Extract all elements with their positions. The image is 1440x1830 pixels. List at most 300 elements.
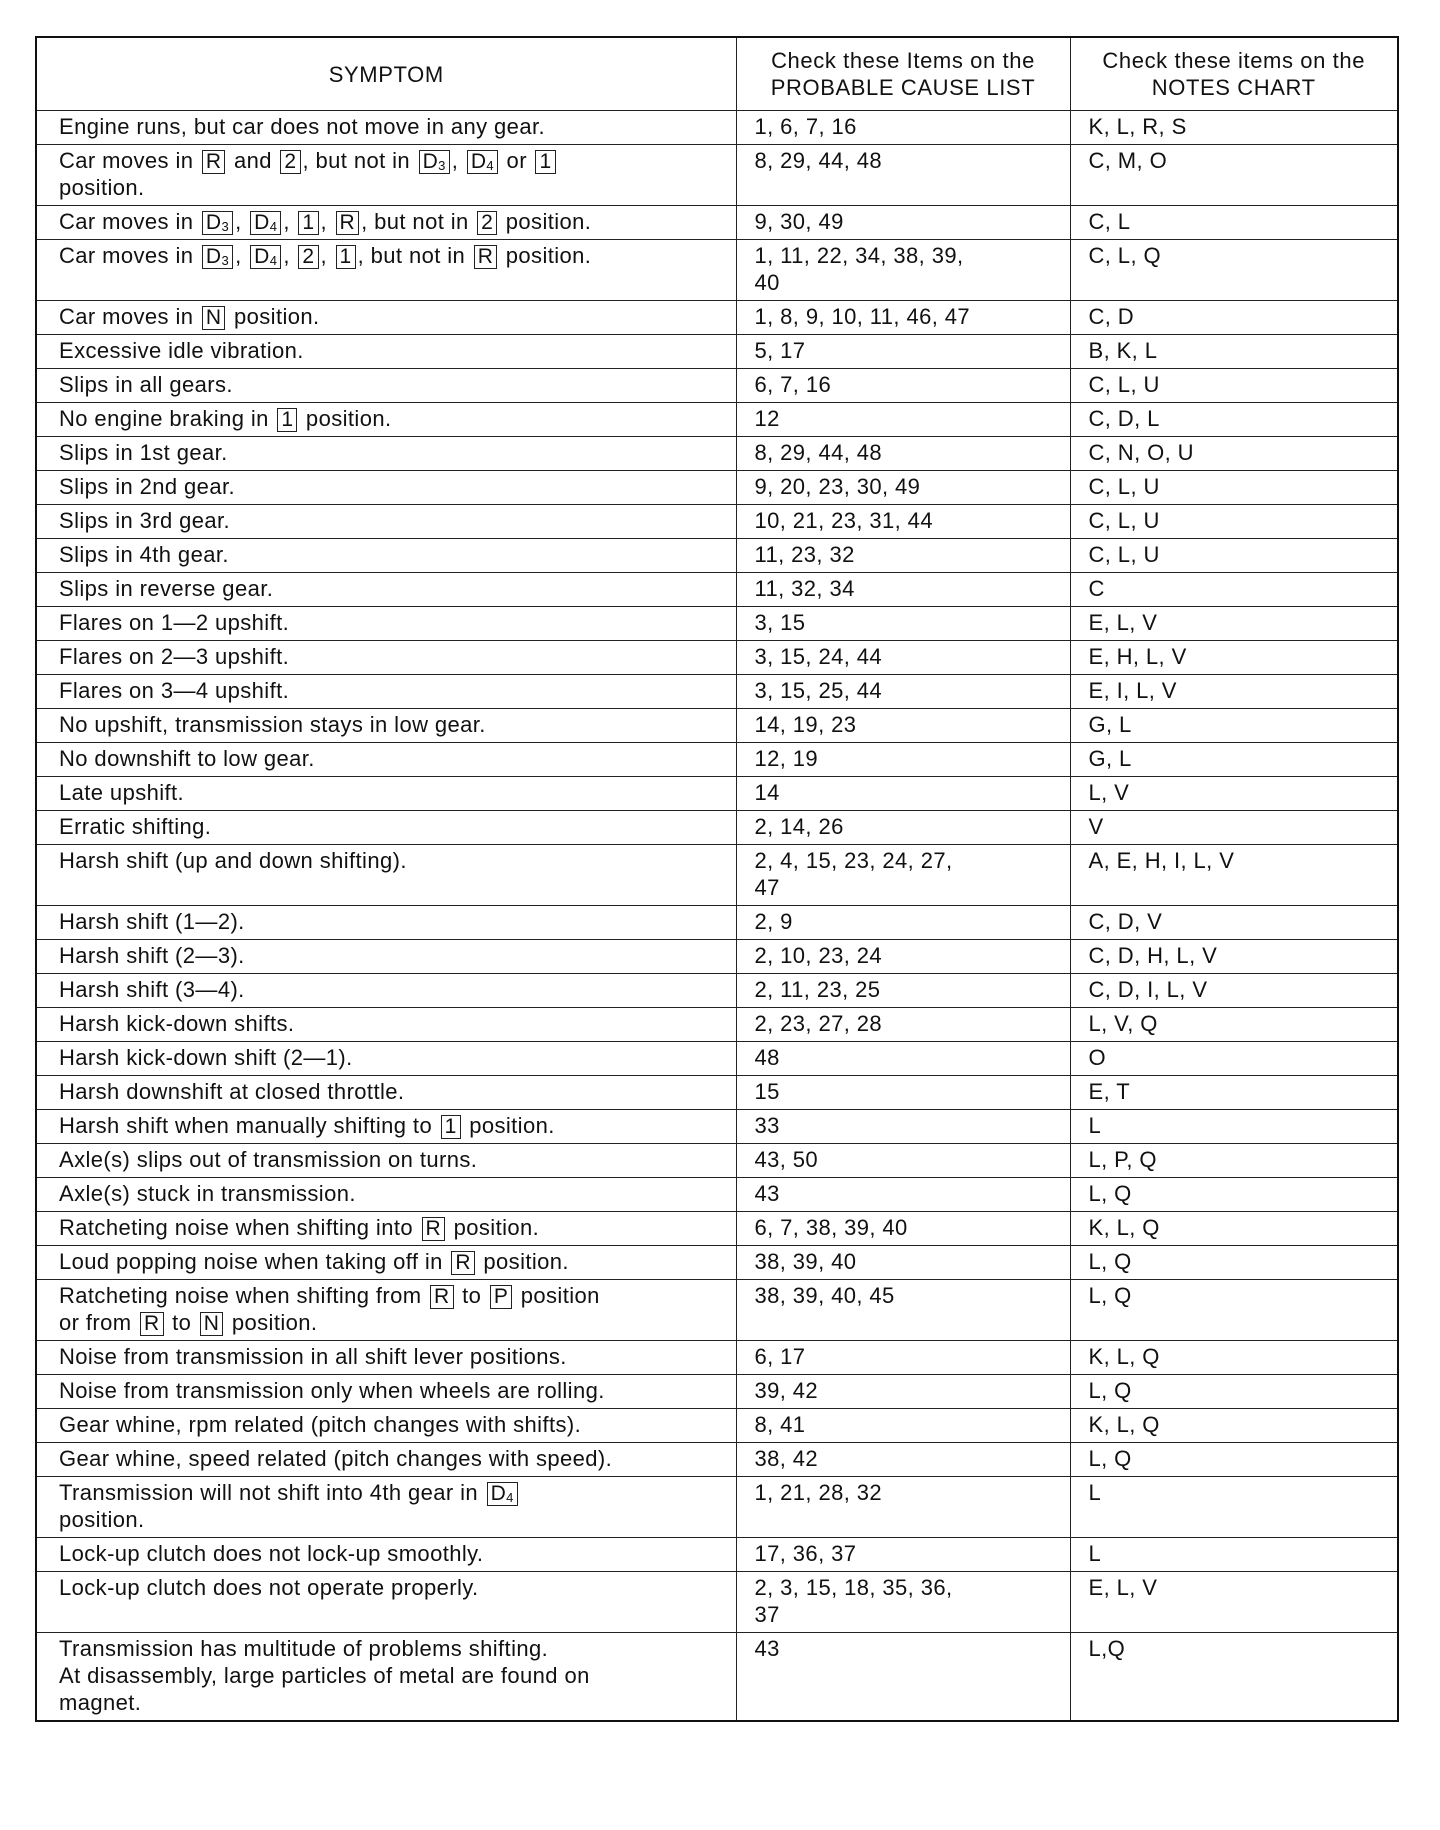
notes-chart-letters: C, L, U: [1088, 508, 1160, 533]
table-row: [36, 539, 1398, 573]
notes-chart-letters: K, L, Q: [1088, 1412, 1160, 1437]
notes-chart-letters: L, Q: [1088, 1249, 1132, 1274]
symptom-cell: [36, 1375, 736, 1409]
table-row: [36, 811, 1398, 845]
probable-cause-cell: [736, 1477, 1070, 1538]
notes-chart-letters: C, D, H, L, V: [1088, 943, 1218, 968]
probable-cause-numbers: 39, 42: [754, 1378, 819, 1403]
probable-cause-cell: [736, 145, 1070, 206]
symptom-text: Harsh kick-down shift (2—1).: [59, 1045, 353, 1070]
symptom-text: Harsh shift (up and down shifting).: [59, 848, 407, 873]
symptom-text: Car moves in: [59, 209, 200, 234]
selector-position-box: $D_4$: [250, 245, 281, 269]
symptom-cell: [36, 641, 736, 675]
probable-cause-numbers: 1, 6, 7, 16: [754, 114, 857, 139]
notes-chart-cell: [1070, 1341, 1398, 1375]
selector-position-box: $D_3$: [419, 150, 450, 174]
notes-chart-cell: [1070, 607, 1398, 641]
probable-cause-header-line1: Check these Items on the: [771, 48, 1035, 73]
symptom-text: Slips in 1st gear.: [59, 440, 228, 465]
symptom-text: Flares on 3—4 upshift.: [59, 678, 290, 703]
symptom-text: Ratcheting noise when shifting into: [59, 1215, 420, 1240]
table-row: [36, 845, 1398, 906]
symptom-text: Erratic shifting.: [59, 814, 212, 839]
table-row: [36, 1178, 1398, 1212]
probable-cause-cell: [736, 1178, 1070, 1212]
probable-cause-numbers: 2, 23, 27, 28: [754, 1011, 883, 1036]
notes-chart-cell: [1070, 1246, 1398, 1280]
symptom-text: position.: [499, 243, 592, 268]
symptom-text: position.: [447, 1215, 540, 1240]
selector-position-box: R: [430, 1285, 454, 1309]
table-row: [36, 301, 1398, 335]
probable-cause-cell: [736, 777, 1070, 811]
symptom-text: Harsh shift when manually shifting to: [59, 1113, 439, 1138]
selector-position-box: $D_4$: [250, 211, 281, 235]
symptom-text: Loud popping noise when taking off in: [59, 1249, 450, 1274]
notes-chart-letters: A, E, H, I, L, V: [1088, 848, 1235, 873]
symptom-text: Slips in 3rd gear.: [59, 508, 231, 533]
selector-position-box: R: [336, 211, 360, 235]
probable-cause-numbers: 1, 11, 22, 34, 38, 39,: [754, 243, 964, 268]
notes-chart-header-line2: NOTES CHART: [1151, 75, 1316, 100]
table-row: [36, 675, 1398, 709]
symptom-cell: [36, 974, 736, 1008]
notes-chart-letters: C, D, V: [1088, 909, 1163, 934]
selector-position-box: 2: [298, 245, 318, 269]
table-row: [36, 573, 1398, 607]
table-row: [36, 1212, 1398, 1246]
notes-chart-letters: L, Q: [1088, 1446, 1132, 1471]
probable-cause-cell: [736, 1341, 1070, 1375]
selector-position-box: N: [202, 306, 226, 330]
symptom-header: [36, 37, 736, 111]
probable-cause-cell: [736, 1042, 1070, 1076]
symptom-text: Late upshift.: [59, 780, 185, 805]
table-row: [36, 369, 1398, 403]
notes-chart-cell: [1070, 675, 1398, 709]
notes-chart-cell: [1070, 573, 1398, 607]
symptom-cell: [36, 1409, 736, 1443]
selector-position-box: R: [202, 150, 226, 174]
notes-chart-cell: [1070, 709, 1398, 743]
probable-cause-numbers: 2, 9: [754, 909, 793, 934]
probable-cause-numbers: 10, 21, 23, 31, 44: [754, 508, 933, 533]
probable-cause-numbers: 14, 19, 23: [754, 712, 857, 737]
notes-chart-letters: K, L, Q: [1088, 1215, 1160, 1240]
probable-cause-numbers: 8, 29, 44, 48: [754, 440, 883, 465]
probable-cause-cell: [736, 1633, 1070, 1722]
symptom-text: Harsh downshift at closed throttle.: [59, 1079, 405, 1104]
symptom-cell: [36, 403, 736, 437]
probable-cause-numbers: 43: [754, 1181, 780, 1206]
table-row: [36, 471, 1398, 505]
selector-position-box: P: [490, 1285, 512, 1309]
notes-chart-letters: L: [1088, 1480, 1102, 1505]
notes-chart-letters: L, Q: [1088, 1283, 1132, 1308]
probable-cause-cell: [736, 1443, 1070, 1477]
notes-chart-letters: B, K, L: [1088, 338, 1158, 363]
table-row: [36, 906, 1398, 940]
notes-chart-letters: C, L, U: [1088, 542, 1160, 567]
probable-cause-numbers: 17, 36, 37: [754, 1541, 857, 1566]
notes-chart-cell: [1070, 111, 1398, 145]
symptom-text: , but not in: [302, 148, 417, 173]
table-row: [36, 641, 1398, 675]
probable-cause-numbers: 2, 3, 15, 18, 35, 36,: [754, 1575, 953, 1600]
symptom-cell: [36, 1178, 736, 1212]
notes-chart-letters: L, V: [1088, 780, 1130, 805]
probable-cause-cell: [736, 1280, 1070, 1341]
probable-cause-numbers: 9, 30, 49: [754, 209, 844, 234]
table-row: [36, 1042, 1398, 1076]
notes-chart-cell: [1070, 539, 1398, 573]
symptom-cell: [36, 111, 736, 145]
symptom-text: Slips in reverse gear.: [59, 576, 274, 601]
probable-cause-cell: [736, 906, 1070, 940]
table-row: [36, 1008, 1398, 1042]
table-row: [36, 743, 1398, 777]
symptom-text: position.: [59, 1507, 145, 1532]
probable-cause-numbers: 2, 10, 23, 24: [754, 943, 883, 968]
selector-position-box: $D_4$: [487, 1482, 518, 1506]
symptom-rows: [36, 111, 1398, 1722]
symptom-text: Lock-up clutch does not operate properly.: [59, 1575, 479, 1600]
notes-chart-letters: G, L: [1088, 746, 1132, 771]
selector-position-box: R: [474, 245, 498, 269]
notes-chart-letters: L: [1088, 1541, 1102, 1566]
symptom-text: Flares on 2—3 upshift.: [59, 644, 290, 669]
notes-chart-cell: [1070, 335, 1398, 369]
probable-cause-cell: [736, 811, 1070, 845]
symptom-cell: [36, 1212, 736, 1246]
symptom-cell: [36, 1008, 736, 1042]
probable-cause-numbers: 15: [754, 1079, 780, 1104]
table-row: [36, 1246, 1398, 1280]
notes-chart-cell: [1070, 811, 1398, 845]
probable-cause-numbers: 48: [754, 1045, 780, 1070]
notes-chart-cell: [1070, 1633, 1398, 1722]
probable-cause-numbers: 6, 17: [754, 1344, 806, 1369]
symptom-cell: [36, 1341, 736, 1375]
notes-chart-header: [1070, 37, 1398, 111]
probable-cause-numbers: 11, 23, 32: [754, 542, 855, 567]
symptom-text: position.: [499, 209, 592, 234]
probable-cause-cell: [736, 111, 1070, 145]
symptom-text: to: [165, 1310, 198, 1335]
symptom-text: No engine braking in: [59, 406, 276, 431]
probable-cause-numbers: 38, 39, 40: [754, 1249, 857, 1274]
probable-cause-cell: [736, 675, 1070, 709]
symptom-cell: [36, 845, 736, 906]
probable-cause-cell: [736, 1572, 1070, 1633]
probable-cause-cell: [736, 1110, 1070, 1144]
notes-chart-letters: C, L, U: [1088, 372, 1160, 397]
symptom-cell: [36, 675, 736, 709]
selector-position-box: 1: [298, 211, 318, 235]
notes-chart-letters: L, Q: [1088, 1181, 1132, 1206]
table-row: [36, 1144, 1398, 1178]
table-row: [36, 505, 1398, 539]
symptom-cell: [36, 369, 736, 403]
probable-cause-cell: [736, 505, 1070, 539]
probable-cause-cell: [736, 1212, 1070, 1246]
probable-cause-numbers: 3, 15, 24, 44: [754, 644, 883, 669]
table-row: [36, 403, 1398, 437]
notes-chart-letters: C, L: [1088, 209, 1131, 234]
notes-chart-letters: E, L, V: [1088, 1575, 1158, 1600]
symptom-text: Gear whine, rpm related (pitch changes with shifts).: [59, 1412, 582, 1437]
symptom-text: and: [227, 148, 279, 173]
notes-chart-letters: C, M, O: [1088, 148, 1168, 173]
symptom-cell: [36, 607, 736, 641]
symptom-text: Harsh shift (3—4).: [59, 977, 245, 1002]
notes-chart-cell: [1070, 301, 1398, 335]
symptom-text: Harsh shift (1—2).: [59, 909, 245, 934]
probable-cause-numbers: 8, 41: [754, 1412, 806, 1437]
symptom-cell: [36, 240, 736, 301]
table-row: [36, 1076, 1398, 1110]
notes-chart-cell: [1070, 1572, 1398, 1633]
notes-chart-cell: [1070, 1076, 1398, 1110]
probable-cause-numbers: 38, 42: [754, 1446, 819, 1471]
probable-cause-numbers: 9, 20, 23, 30, 49: [754, 474, 921, 499]
symptom-cell: [36, 743, 736, 777]
selector-position-box: $D_3$: [202, 245, 233, 269]
table-row: [36, 206, 1398, 240]
symptom-text: Slips in 4th gear.: [59, 542, 229, 567]
notes-chart-cell: [1070, 1375, 1398, 1409]
notes-chart-letters: G, L: [1088, 712, 1132, 737]
symptom-cell: [36, 1280, 736, 1341]
probable-cause-numbers: 12: [754, 406, 780, 431]
symptom-cell: [36, 1246, 736, 1280]
probable-cause-numbers: 1, 21, 28, 32: [754, 1480, 883, 1505]
probable-cause-numbers: 43, 50: [754, 1147, 819, 1172]
probable-cause-numbers: 47: [754, 875, 780, 900]
symptom-cell: [36, 301, 736, 335]
notes-chart-letters: C, N, O, U: [1088, 440, 1194, 465]
symptom-text: Car moves in: [59, 148, 200, 173]
probable-cause-cell: [736, 1008, 1070, 1042]
notes-chart-cell: [1070, 743, 1398, 777]
notes-chart-letters: E, L, V: [1088, 610, 1158, 635]
symptom-text: position: [514, 1283, 600, 1308]
symptom-text: ,: [235, 209, 249, 234]
probable-cause-numbers: 14: [754, 780, 780, 805]
table-row: [36, 145, 1398, 206]
symptom-text: position.: [59, 175, 145, 200]
probable-cause-cell: [736, 573, 1070, 607]
table-row: [36, 1477, 1398, 1538]
symptom-cell: [36, 906, 736, 940]
symptom-cell: [36, 437, 736, 471]
selector-position-box: N: [200, 1312, 224, 1336]
notes-chart-cell: [1070, 1409, 1398, 1443]
probable-cause-numbers: 37: [754, 1602, 780, 1627]
symptom-cell: [36, 1477, 736, 1538]
probable-cause-numbers: 1, 8, 9, 10, 11, 46, 47: [754, 304, 971, 329]
probable-cause-cell: [736, 301, 1070, 335]
symptom-text: At disassembly, large particles of metal are found on: [59, 1663, 590, 1688]
probable-cause-cell: [736, 1246, 1070, 1280]
notes-chart-letters: K, L, R, S: [1088, 114, 1187, 139]
notes-chart-cell: [1070, 206, 1398, 240]
table-row: [36, 335, 1398, 369]
symptom-text: Car moves in: [59, 304, 200, 329]
notes-chart-cell: [1070, 240, 1398, 301]
probable-cause-cell: [736, 1375, 1070, 1409]
notes-chart-letters: L,Q: [1088, 1636, 1126, 1661]
notes-chart-cell: [1070, 505, 1398, 539]
table-row: [36, 1443, 1398, 1477]
symptom-cell: [36, 1572, 736, 1633]
notes-chart-cell: [1070, 1042, 1398, 1076]
selector-position-box: $D_4$: [467, 150, 498, 174]
header-row: [36, 37, 1398, 111]
probable-cause-numbers: 33: [754, 1113, 780, 1138]
probable-cause-numbers: 43: [754, 1636, 780, 1661]
symptom-text: Lock-up clutch does not lock-up smoothly.: [59, 1541, 484, 1566]
probable-cause-numbers: 40: [754, 270, 780, 295]
notes-chart-cell: [1070, 1144, 1398, 1178]
notes-chart-letters: C, D: [1088, 304, 1135, 329]
probable-cause-numbers: 2, 14, 26: [754, 814, 844, 839]
notes-chart-cell: [1070, 940, 1398, 974]
table-row: [36, 1572, 1398, 1633]
probable-cause-cell: [736, 974, 1070, 1008]
symptom-text: ,: [235, 243, 249, 268]
symptom-text: Axle(s) slips out of transmission on turns.: [59, 1147, 478, 1172]
symptom-text: Noise from transmission in all shift lever positions.: [59, 1344, 567, 1369]
probable-cause-numbers: 5, 17: [754, 338, 806, 363]
notes-chart-cell: [1070, 471, 1398, 505]
table-row: [36, 607, 1398, 641]
table-row: [36, 777, 1398, 811]
notes-chart-letters: C, L, Q: [1088, 243, 1161, 268]
symptom-cell: [36, 335, 736, 369]
probable-cause-cell: [736, 607, 1070, 641]
symptom-text: Excessive idle vibration.: [59, 338, 304, 363]
notes-chart-cell: [1070, 1212, 1398, 1246]
symptom-text: Engine runs, but car does not move in any gear.: [59, 114, 545, 139]
probable-cause-cell: [736, 240, 1070, 301]
symptom-text: No upshift, transmission stays in low gear.: [59, 712, 486, 737]
notes-chart-header-line1: Check these items on the: [1102, 48, 1366, 73]
notes-chart-letters: L: [1088, 1113, 1102, 1138]
notes-chart-cell: [1070, 437, 1398, 471]
symptom-text: Slips in all gears.: [59, 372, 233, 397]
notes-chart-cell: [1070, 369, 1398, 403]
notes-chart-cell: [1070, 1110, 1398, 1144]
symptom-text: ,: [320, 209, 334, 234]
symptom-text: position.: [227, 304, 320, 329]
symptom-cell: [36, 777, 736, 811]
table-row: [36, 1110, 1398, 1144]
notes-chart-letters: C, D, I, L, V: [1088, 977, 1208, 1002]
symptom-text: or from: [59, 1310, 138, 1335]
symptom-text: Axle(s) stuck in transmission.: [59, 1181, 356, 1206]
notes-chart-cell: [1070, 145, 1398, 206]
selector-position-box: 1: [277, 408, 297, 432]
probable-cause-cell: [736, 437, 1070, 471]
notes-chart-letters: V: [1088, 814, 1104, 839]
table-row: [36, 240, 1398, 301]
table-row: [36, 1375, 1398, 1409]
symptom-text: or: [500, 148, 534, 173]
notes-chart-cell: [1070, 403, 1398, 437]
table-row: [36, 709, 1398, 743]
symptom-cell: [36, 539, 736, 573]
selector-position-box: R: [422, 1217, 446, 1241]
notes-chart-cell: [1070, 777, 1398, 811]
probable-cause-cell: [736, 709, 1070, 743]
symptom-text: No downshift to low gear.: [59, 746, 315, 771]
symptom-cell: [36, 940, 736, 974]
notes-chart-cell: [1070, 1280, 1398, 1341]
probable-cause-header: [736, 37, 1070, 111]
notes-chart-cell: [1070, 1538, 1398, 1572]
symptom-text: , but not in: [357, 243, 472, 268]
symptom-header-label: SYMPTOM: [328, 61, 444, 87]
symptom-cell: [36, 1633, 736, 1722]
probable-cause-numbers: 12, 19: [754, 746, 819, 771]
symptom-cell: [36, 1538, 736, 1572]
probable-cause-cell: [736, 641, 1070, 675]
symptom-text: ,: [451, 148, 465, 173]
probable-cause-cell: [736, 845, 1070, 906]
symptom-text: ,: [283, 243, 297, 268]
notes-chart-letters: E, T: [1088, 1079, 1131, 1104]
symptom-cell: [36, 1042, 736, 1076]
symptom-text: Harsh kick-down shifts.: [59, 1011, 295, 1036]
symptom-text: ,: [320, 243, 334, 268]
symptom-text: Transmission has multitude of problems shifting.: [59, 1636, 549, 1661]
probable-cause-numbers: 2, 4, 15, 23, 24, 27,: [754, 848, 953, 873]
probable-cause-cell: [736, 1144, 1070, 1178]
notes-chart-letters: E, I, L, V: [1088, 678, 1177, 703]
symptom-text: Noise from transmission only when wheels are rolling.: [59, 1378, 605, 1403]
selector-position-box: 1: [336, 245, 356, 269]
symptom-text: position.: [299, 406, 392, 431]
probable-cause-numbers: 8, 29, 44, 48: [754, 148, 883, 173]
table-row: [36, 1280, 1398, 1341]
probable-cause-numbers: 6, 7, 16: [754, 372, 832, 397]
selector-position-box: R: [140, 1312, 164, 1336]
symptom-cell: [36, 709, 736, 743]
table-row: [36, 974, 1398, 1008]
symptom-cell: [36, 1443, 736, 1477]
symptom-text: Harsh shift (2—3).: [59, 943, 245, 968]
notes-chart-cell: [1070, 1477, 1398, 1538]
probable-cause-cell: [736, 471, 1070, 505]
selector-position-box: 1: [535, 150, 555, 174]
notes-chart-letters: L, P, Q: [1088, 1147, 1157, 1172]
symptom-cell: [36, 505, 736, 539]
symptom-text: Flares on 1—2 upshift.: [59, 610, 290, 635]
symptom-text: , but not in: [361, 209, 476, 234]
probable-cause-cell: [736, 1076, 1070, 1110]
probable-cause-cell: [736, 1409, 1070, 1443]
symptom-text: Ratcheting noise when shifting from: [59, 1283, 429, 1308]
notes-chart-cell: [1070, 1443, 1398, 1477]
table-row: [36, 111, 1398, 145]
probable-cause-cell: [736, 335, 1070, 369]
selector-position-box: 2: [280, 150, 300, 174]
table-row: [36, 940, 1398, 974]
notes-chart-letters: L, Q: [1088, 1378, 1132, 1403]
table-row: [36, 1633, 1398, 1722]
